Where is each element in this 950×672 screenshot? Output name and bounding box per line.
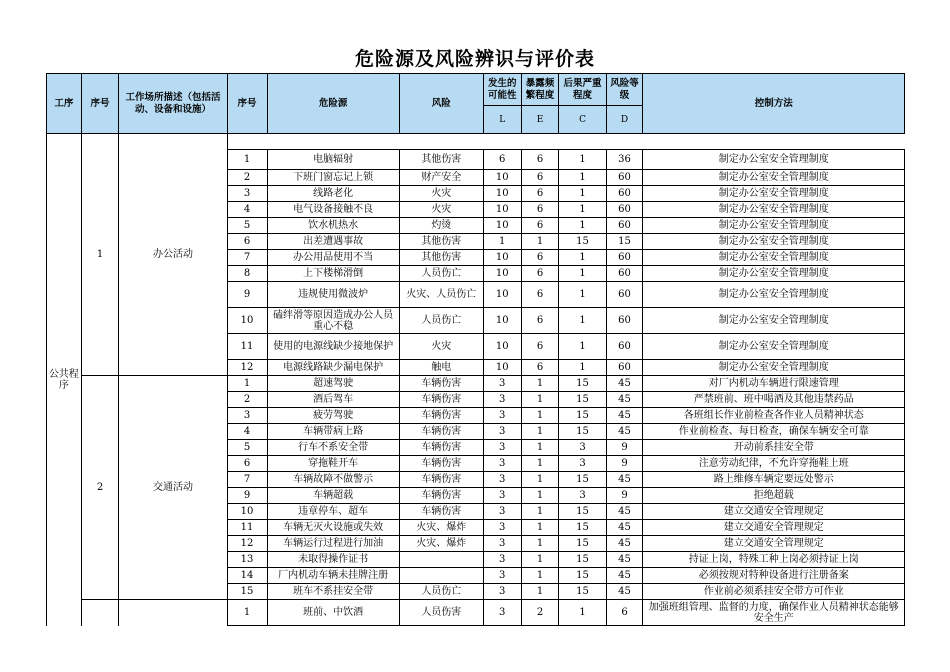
hazard-description: 磕绊滑等原因造成办公人员重心不稳: [267, 308, 399, 334]
consequence-value: 3: [559, 488, 606, 504]
risk-type: 车辆伤害: [399, 456, 483, 472]
control-method: 制定办公室安全管理制度: [643, 150, 905, 170]
risk-level-value: 9: [606, 440, 643, 456]
likelihood-value: 3: [483, 392, 521, 408]
consequence-value: 1: [559, 218, 606, 234]
hazard-number: 4: [227, 424, 267, 440]
consequence-value: 1: [559, 202, 606, 218]
likelihood-value: 3: [483, 456, 521, 472]
likelihood-value: 10: [483, 218, 521, 234]
header-workplace: 工作场所描述（包括活动、设备和设施）: [119, 74, 227, 134]
group-seq-cell: 2: [81, 376, 119, 600]
hazard-number: 6: [227, 456, 267, 472]
control-method: 持证上岗，特殊工种上岗必须持证上岗: [643, 552, 905, 568]
hazard-description: 班前、中饮酒: [267, 600, 399, 626]
hazard-description: 上下楼梯滑倒: [267, 266, 399, 282]
control-method: 制定办公室安全管理制度: [643, 170, 905, 186]
hazard-description: 车辆超载: [267, 488, 399, 504]
risk-type: 车辆伤害: [399, 488, 483, 504]
consequence-value: 15: [559, 376, 606, 392]
risk-level-value: 60: [606, 308, 643, 334]
spacer-cell: [227, 134, 267, 150]
consequence-value: 1: [559, 600, 606, 626]
hazard-number: 10: [227, 504, 267, 520]
hazard-description: 饮水机热水: [267, 218, 399, 234]
risk-type: 人员伤亡: [399, 266, 483, 282]
hazard-number: 9: [227, 488, 267, 504]
control-method: 制定办公室安全管理制度: [643, 250, 905, 266]
risk-type: 火灾: [399, 334, 483, 360]
likelihood-value: 6: [483, 150, 521, 170]
hazard-description: 线路老化: [267, 186, 399, 202]
risk-type: [399, 568, 483, 584]
risk-level-value: 15: [606, 234, 643, 250]
exposure-value: 6: [521, 186, 559, 202]
hazard-number: 7: [227, 250, 267, 266]
risk-type: 车辆伤害: [399, 440, 483, 456]
header-control: 控制方法: [643, 74, 905, 134]
hazard-description: 违规使用微波炉: [267, 282, 399, 308]
risk-type: 车辆伤害: [399, 408, 483, 424]
control-method: 制定办公室安全管理制度: [643, 234, 905, 250]
hazard-number: 9: [227, 282, 267, 308]
risk-type: 人员伤害: [399, 600, 483, 626]
control-method: 制定办公室安全管理制度: [643, 202, 905, 218]
consequence-value: 3: [559, 456, 606, 472]
risk-type: 其他伤害: [399, 150, 483, 170]
exposure-value: 6: [521, 150, 559, 170]
header-letter-e: E: [521, 106, 559, 134]
risk-type: 人员伤亡: [399, 308, 483, 334]
hazard-description: 穿拖鞋开车: [267, 456, 399, 472]
risk-level-value: 60: [606, 360, 643, 376]
spacer-cell: [559, 134, 606, 150]
exposure-value: 1: [521, 504, 559, 520]
process-name-cell: 公共程序: [47, 134, 82, 626]
exposure-value: 1: [521, 424, 559, 440]
consequence-value: 15: [559, 552, 606, 568]
likelihood-value: 1: [483, 234, 521, 250]
header-exposure: 暴露频繁程度: [521, 74, 559, 106]
hazard-number: 2: [227, 392, 267, 408]
control-method: 各班组长作业前检查各作业人员精神状态: [643, 408, 905, 424]
likelihood-value: 3: [483, 536, 521, 552]
hazard-number: 10: [227, 308, 267, 334]
control-method: 严禁班前、班中喝酒及其他违禁药品: [643, 392, 905, 408]
likelihood-value: 10: [483, 186, 521, 202]
likelihood-value: 3: [483, 568, 521, 584]
hazard-description: 未取得操作证书: [267, 552, 399, 568]
hazard-number: 15: [227, 584, 267, 600]
exposure-value: 6: [521, 360, 559, 376]
likelihood-value: 10: [483, 250, 521, 266]
exposure-value: 6: [521, 170, 559, 186]
hazard-description: 电气设备接触不良: [267, 202, 399, 218]
control-method: 作业前检查、每日检查，确保车辆安全可靠: [643, 424, 905, 440]
hazard-description: 班车不系挂安全带: [267, 584, 399, 600]
hazard-description: 疲劳驾驶: [267, 408, 399, 424]
hazard-description: 车辆带病上路: [267, 424, 399, 440]
exposure-value: 6: [521, 218, 559, 234]
control-method: 制定办公室安全管理制度: [643, 334, 905, 360]
group-workplace-cell: 办公活动: [119, 134, 227, 376]
spacer-cell: [267, 134, 399, 150]
risk-type: 火灾: [399, 186, 483, 202]
control-method: 加强班组管理、监督的力度，确保作业人员精神状态能够安全生产: [643, 600, 905, 626]
hazard-number: 14: [227, 568, 267, 584]
group-seq-cell: 1: [81, 134, 119, 376]
control-method: 路上维修车辆定要远处警示: [643, 472, 905, 488]
header-seq: 序号: [81, 74, 119, 134]
exposure-value: 6: [521, 282, 559, 308]
risk-level-value: 45: [606, 424, 643, 440]
hazard-description: 超速驾驶: [267, 376, 399, 392]
hazard-number: 11: [227, 334, 267, 360]
risk-level-value: 60: [606, 202, 643, 218]
table-body: [47, 134, 905, 626]
consequence-value: 1: [559, 308, 606, 334]
page-title: 危险源及风险辨识与评价表: [354, 48, 595, 70]
exposure-value: 6: [521, 250, 559, 266]
risk-type: 火灾、人员伤亡: [399, 282, 483, 308]
exposure-value: 1: [521, 488, 559, 504]
hazard-number: 5: [227, 440, 267, 456]
consequence-value: 1: [559, 150, 606, 170]
likelihood-value: 3: [483, 504, 521, 520]
control-method: 制定办公室安全管理制度: [643, 282, 905, 308]
header-hazard-seq: 序号: [227, 74, 267, 134]
control-method: 制定办公室安全管理制度: [643, 360, 905, 376]
exposure-value: 1: [521, 376, 559, 392]
likelihood-value: 3: [483, 520, 521, 536]
hazard-number: 12: [227, 360, 267, 376]
control-method: 拒绝超载: [643, 488, 905, 504]
risk-level-value: 45: [606, 520, 643, 536]
hazard-description: 行车不系安全带: [267, 440, 399, 456]
control-method: 制定办公室安全管理制度: [643, 186, 905, 202]
likelihood-value: 10: [483, 202, 521, 218]
hazard-number: 6: [227, 234, 267, 250]
consequence-value: 15: [559, 568, 606, 584]
risk-level-value: 60: [606, 186, 643, 202]
risk-type: 其他伤害: [399, 234, 483, 250]
risk-type: 车辆伤害: [399, 472, 483, 488]
control-method: 开动前系挂安全带: [643, 440, 905, 456]
risk-type: 火灾、爆炸: [399, 536, 483, 552]
likelihood-value: 3: [483, 584, 521, 600]
likelihood-value: 3: [483, 552, 521, 568]
hazard-number: 13: [227, 552, 267, 568]
exposure-value: 1: [521, 520, 559, 536]
risk-level-value: 60: [606, 218, 643, 234]
likelihood-value: 3: [483, 376, 521, 392]
spacer-cell: [521, 134, 559, 150]
spacer-cell: [399, 134, 483, 150]
risk-level-value: 45: [606, 552, 643, 568]
consequence-value: 1: [559, 360, 606, 376]
risk-level-value: 60: [606, 334, 643, 360]
group-seq-cell: [81, 600, 119, 626]
table-row: [47, 376, 905, 392]
hazard-description: 使用的电源线缺少接地保护: [267, 334, 399, 360]
hazard-number: 1: [227, 150, 267, 170]
header-letter-d: D: [606, 106, 643, 134]
likelihood-value: 3: [483, 600, 521, 626]
hazard-number: 3: [227, 186, 267, 202]
risk-type: 灼烫: [399, 218, 483, 234]
exposure-value: 1: [521, 552, 559, 568]
consequence-value: 15: [559, 472, 606, 488]
control-method: 注意劳动纪律，不允许穿拖鞋上班: [643, 456, 905, 472]
hazard-description: 出差遭遇事故: [267, 234, 399, 250]
risk-level-value: 45: [606, 392, 643, 408]
risk-level-value: 60: [606, 266, 643, 282]
risk-type: 触电: [399, 360, 483, 376]
consequence-value: 1: [559, 186, 606, 202]
exposure-value: 1: [521, 472, 559, 488]
consequence-value: 1: [559, 282, 606, 308]
hazard-description: 电脑辐射: [267, 150, 399, 170]
exposure-value: 6: [521, 308, 559, 334]
consequence-value: 15: [559, 408, 606, 424]
hazard-number: 8: [227, 266, 267, 282]
likelihood-value: 3: [483, 424, 521, 440]
likelihood-value: 10: [483, 308, 521, 334]
consequence-value: 1: [559, 170, 606, 186]
hazard-description: 办公用品使用不当: [267, 250, 399, 266]
risk-level-value: 45: [606, 408, 643, 424]
risk-level-value: 9: [606, 488, 643, 504]
risk-type: 财产安全: [399, 170, 483, 186]
exposure-value: 1: [521, 456, 559, 472]
hazard-description: 车辆故障不做警示: [267, 472, 399, 488]
risk-level-value: 45: [606, 376, 643, 392]
consequence-value: 3: [559, 440, 606, 456]
risk-type: 火灾、爆炸: [399, 520, 483, 536]
hazard-number: 12: [227, 536, 267, 552]
exposure-value: 1: [521, 584, 559, 600]
risk-level-value: 9: [606, 456, 643, 472]
hazard-number: 4: [227, 202, 267, 218]
likelihood-value: 3: [483, 472, 521, 488]
control-method: 作业前必须系挂安全带方可作业: [643, 584, 905, 600]
consequence-value: 15: [559, 234, 606, 250]
control-method: 制定办公室安全管理制度: [643, 308, 905, 334]
header-risk: 风险: [399, 74, 483, 134]
hazard-number: 11: [227, 520, 267, 536]
risk-level-value: 45: [606, 472, 643, 488]
hazard-number: 7: [227, 472, 267, 488]
exposure-value: 2: [521, 600, 559, 626]
risk-type: 车辆伤害: [399, 504, 483, 520]
risk-level-value: 36: [606, 150, 643, 170]
risk-type: 其他伤害: [399, 250, 483, 266]
hazard-description: 电源线路缺少漏电保护: [267, 360, 399, 376]
risk-type: [399, 552, 483, 568]
hazard-number: 1: [227, 376, 267, 392]
likelihood-value: 10: [483, 282, 521, 308]
risk-level-value: 45: [606, 568, 643, 584]
consequence-value: 15: [559, 536, 606, 552]
exposure-value: 6: [521, 334, 559, 360]
control-method: 建立交通安全管理规定: [643, 520, 905, 536]
hazard-description: 车辆无灭火设施或失效: [267, 520, 399, 536]
control-method: 必须按规对特种设备进行注册备案: [643, 568, 905, 584]
control-method: 制定办公室安全管理制度: [643, 266, 905, 282]
hazard-number: 3: [227, 408, 267, 424]
exposure-value: 6: [521, 266, 559, 282]
likelihood-value: 3: [483, 408, 521, 424]
spacer-cell: [643, 134, 905, 150]
likelihood-value: 10: [483, 266, 521, 282]
risk-level-value: 45: [606, 504, 643, 520]
consequence-value: 1: [559, 266, 606, 282]
consequence-value: 15: [559, 520, 606, 536]
header-letter-l: L: [483, 106, 521, 134]
consequence-value: 15: [559, 504, 606, 520]
risk-assessment-table: [46, 73, 905, 626]
header-likelihood: 发生的可能性: [483, 74, 521, 106]
likelihood-value: 3: [483, 440, 521, 456]
exposure-value: 1: [521, 536, 559, 552]
control-method: 建立交通安全管理规定: [643, 536, 905, 552]
spacer-cell: [606, 134, 643, 150]
risk-level-value: 45: [606, 536, 643, 552]
exposure-value: 1: [521, 568, 559, 584]
control-method: 制定办公室安全管理制度: [643, 218, 905, 234]
header-consequence: 后果严重程度: [559, 74, 606, 106]
table-row: [47, 600, 905, 626]
group-workplace-cell: 交通活动: [119, 376, 227, 600]
spacer-cell: [483, 134, 521, 150]
risk-type: 车辆伤害: [399, 376, 483, 392]
hazard-number: 5: [227, 218, 267, 234]
risk-type: 火灾: [399, 202, 483, 218]
header-process: 工序: [47, 74, 82, 134]
risk-level-value: 60: [606, 282, 643, 308]
consequence-value: 1: [559, 250, 606, 266]
control-method: 建立交通安全管理规定: [643, 504, 905, 520]
consequence-value: 1: [559, 334, 606, 360]
hazard-description: 违章停车、超车: [267, 504, 399, 520]
risk-level-value: 60: [606, 170, 643, 186]
exposure-value: 1: [521, 440, 559, 456]
hazard-description: 车辆运行过程进行加油: [267, 536, 399, 552]
header-risk-level: 风险等级: [606, 74, 643, 106]
exposure-value: 1: [521, 234, 559, 250]
header-letter-c: C: [559, 106, 606, 134]
hazard-number: 1: [227, 600, 267, 626]
likelihood-value: 10: [483, 360, 521, 376]
likelihood-value: 3: [483, 488, 521, 504]
consequence-value: 15: [559, 424, 606, 440]
risk-type: 车辆伤害: [399, 424, 483, 440]
exposure-value: 1: [521, 392, 559, 408]
header-hazard: 危险源: [267, 74, 399, 134]
consequence-value: 15: [559, 392, 606, 408]
risk-type: 人员伤亡: [399, 584, 483, 600]
risk-level-value: 6: [606, 600, 643, 626]
hazard-description: 酒后驾车: [267, 392, 399, 408]
hazard-description: 厂内机动车辆未挂牌注册: [267, 568, 399, 584]
group-workplace-cell: [119, 600, 227, 626]
risk-type: 车辆伤害: [399, 392, 483, 408]
hazard-description: 下班门窗忘记上锁: [267, 170, 399, 186]
hazard-number: 2: [227, 170, 267, 186]
risk-level-value: 60: [606, 250, 643, 266]
exposure-value: 6: [521, 202, 559, 218]
risk-level-value: 45: [606, 584, 643, 600]
likelihood-value: 10: [483, 170, 521, 186]
likelihood-value: 10: [483, 334, 521, 360]
consequence-value: 15: [559, 584, 606, 600]
exposure-value: 1: [521, 408, 559, 424]
control-method: 对厂内机动车辆进行限速管理: [643, 376, 905, 392]
